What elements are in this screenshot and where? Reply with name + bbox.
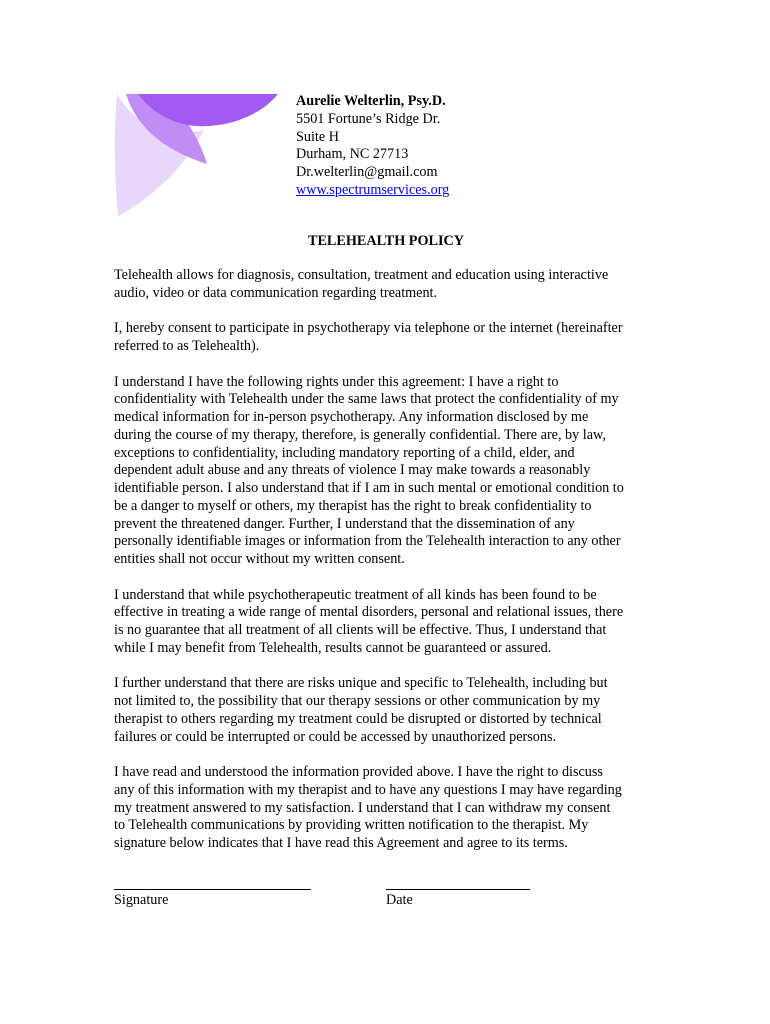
text-line: signature below indicates that I have read this Agreement and agree to its terms. bbox=[114, 835, 568, 851]
address-line-1: 5501 Fortune’s Ridge Dr. bbox=[296, 110, 441, 127]
text-line: dependent adult abuse and any threats of violence I may make towards a reasonably bbox=[114, 462, 591, 479]
text-line: is no guarantee that all treatment of all clients will be effective. Thus, I understand that bbox=[114, 622, 607, 638]
text-line: not limited to, the possibility that our therapy sessions or other communication by my bbox=[114, 693, 601, 709]
text-line: therapist to others regarding my treatment could be disrupted or distorted by technical bbox=[114, 710, 602, 727]
text-line: to Telehealth communications by providing written notification to the therapist. My bbox=[114, 817, 589, 834]
text-line: medical information for in-person psychotherapy. Any information disclosed by me bbox=[114, 409, 589, 425]
text-line: I further understand that there are risks unique and specific to Telehealth, including but bbox=[114, 675, 608, 692]
text-line: audio, video or data communication regarding treatment. bbox=[114, 284, 438, 301]
text-line: while I may benefit from Telehealth, results cannot be guaranteed or assured. bbox=[114, 639, 552, 656]
paragraph-3 bbox=[114, 374, 674, 569]
purple-petal-logo bbox=[112, 92, 280, 220]
signature-line[interactable] bbox=[114, 889, 311, 890]
text-line: personally identifiable images or information from the Telehealth interaction to any other bbox=[114, 533, 621, 550]
text-line: any of this information with my therapist and to have any questions I may have regarding bbox=[114, 781, 622, 798]
text-line: I have read and understood the information provided above. I have the right to discuss bbox=[114, 764, 603, 780]
letterhead bbox=[296, 93, 449, 200]
paragraph-5 bbox=[114, 675, 674, 746]
text-line: exceptions to confidentiality, including mandatory reporting of a child, elder, and bbox=[114, 444, 575, 461]
paragraph-6 bbox=[114, 764, 674, 853]
text-line: Telehealth allows for diagnosis, consultation, treatment and education using interactive bbox=[114, 267, 609, 283]
date-line[interactable] bbox=[386, 889, 530, 890]
text-line: confidentiality with Telehealth under the same laws that protect the confidentiality of my bbox=[114, 391, 619, 408]
paragraph-1 bbox=[114, 267, 674, 303]
text-line: identifiable person. I also understand that if I am in such mental or emotional condition to bbox=[114, 480, 624, 496]
policy-body bbox=[114, 267, 674, 871]
document-title: TELEHEALTH POLICY bbox=[308, 233, 464, 249]
signature-label: Signature bbox=[114, 892, 169, 908]
text-line: I understand I have the following rights under this agreement: I have a right to bbox=[114, 373, 559, 390]
paragraph-4 bbox=[114, 587, 674, 658]
text-line: referred to as Telehealth). bbox=[114, 338, 260, 354]
city-state-zip: Durham, NC 27713 bbox=[296, 146, 409, 163]
practitioner-name: Aurelie Welterlin, Psy.D. bbox=[296, 93, 446, 109]
paragraph-2 bbox=[114, 320, 674, 356]
text-line: prevent the threatened danger. Further, I understand that the dissemination of any bbox=[114, 515, 575, 532]
text-line: effective in treating a wide range of mental disorders, personal and relational issues, there bbox=[114, 604, 624, 621]
address-line-2: Suite H bbox=[296, 128, 339, 145]
email-address: Dr.welterlin@gmail.com bbox=[296, 164, 438, 181]
text-line: failures or could be interrupted or could be accessed by unauthorized persons. bbox=[114, 728, 557, 745]
website-link[interactable]: www.spectrumservices.org bbox=[296, 181, 450, 198]
text-line: my treatment answered to my satisfaction. I understand that I can withdraw my consent bbox=[114, 799, 611, 816]
text-line: be a danger to myself or others, my therapist has the right to break confidentiality to bbox=[114, 497, 592, 514]
text-line: during the course of my therapy, therefore, is generally confidential. There are, by law, bbox=[114, 426, 606, 443]
text-line: I understand that while psychotherapeutic treatment of all kinds has been found to be bbox=[114, 586, 597, 603]
text-line: entities shall not occur without my written consent. bbox=[114, 551, 405, 567]
date-label: Date bbox=[386, 892, 413, 908]
text-line: I, hereby consent to participate in psychotherapy via telephone or the internet (hereinafter bbox=[114, 320, 623, 337]
